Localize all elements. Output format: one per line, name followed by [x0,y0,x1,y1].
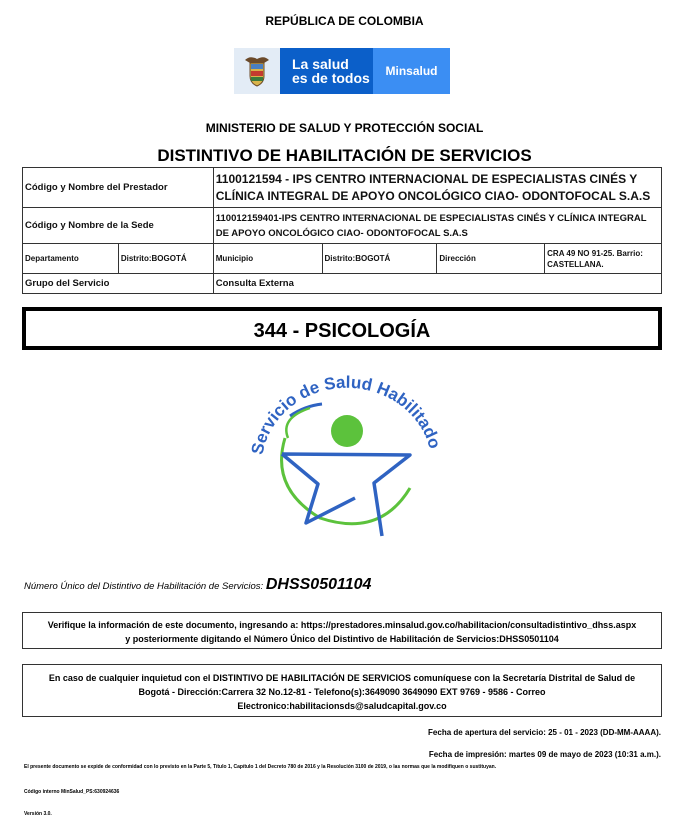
verify-box [22,612,662,649]
sede-label: Código y Nombre de la Sede [23,208,214,244]
table-row-prestador [23,168,662,208]
departamento-value: Distrito:BOGOTÁ [118,244,213,274]
logo-slogan [280,48,373,94]
municipio-value: Distrito:BOGOTÁ [322,244,437,274]
minsalud-logo [234,48,450,94]
logo-brand: Minsalud [373,48,450,94]
prestador-label: Código y Nombre del Prestador [23,168,214,208]
provider-info-table [22,167,662,294]
slogan-line-2: es de todos [292,70,370,86]
numero-unico [24,576,371,594]
service-name-box [22,307,662,350]
contact-box [22,664,662,717]
seal-text: Servicio de Salud Habilitado [247,372,445,457]
table-row-location [23,244,662,274]
direccion-value: CRA 49 NO 91-25. Barrio: CASTELLANA. [545,244,662,274]
habilitado-seal-icon [240,368,450,538]
contact-line-2: Bogotá - Dirección:Carrera 32 No.12-81 - Telefono(s):3649090 3649090 EXT 9769 - 9586 - Correo [138,687,546,697]
contact-line-1: En caso de cualquier inquietud con el DISTINTIVO DE HABILITACIÓN DE SERVICIOS comuníquese con la Secretaría Distrital de Salud de [48,673,636,683]
grupo-label: Grupo del Servicio [23,274,214,294]
departamento-label: Departamento [23,244,119,274]
direccion-label: Dirección [437,244,545,274]
numero-code: DHSS0501104 [265,576,372,593]
version: Versión 3.0. [24,811,52,817]
slogan-line-1: La salud [292,56,349,72]
codigo-interno: Código interno MinSalud_PS:630924636 [24,789,120,795]
fecha-impresion: Fecha de impresión: martes 09 de mayo de 2023 (10:31 a.m.). [428,750,661,759]
municipio-label: Municipio [213,244,322,274]
prestador-value: 1100121594 - IPS CENTRO INTERNACIONAL DE ESPECIALISTAS CINÉS Y CLÍNICA INTEGRAL DE APOYO ONCOLÓGICO CIAO- ODONTOFOCAL S.A.S [213,168,661,208]
grupo-value: Consulta Externa [213,274,661,294]
contact-line-3: Electronico:habilitacionsds@saludcapital.gov.co [237,701,447,711]
legal-notice: El presente documento se expide de conformidad con lo previsto en la Parte 5, Título 1, Capítulo 1 del Decreto 780 de 2016 y la Resolución 3100 de 2019, o las normas que la modifiquen o sustituyan. [24,764,497,770]
sede-value: 110012159401-IPS CENTRO INTERNACIONAL DE ESPECIALISTAS CINÉS Y CLÍNICA INTEGRAL DE APOYO ONCOLÓGICO CIAO- ODONTOFOCAL S.A.S [213,208,661,244]
coat-of-arms-icon [234,48,280,94]
service-name: 344 - PSICOLOGÍA [253,320,431,342]
table-row-grupo [23,274,662,294]
verify-line-2: y posteriormente digitando el Número Único del Distintivo de Habilitación de Servicios:DHSS0501104 [125,634,559,644]
table-row-sede [23,208,662,244]
country-heading: REPÚBLICA DE COLOMBIA [265,14,424,28]
fecha-apertura: Fecha de apertura del servicio: 25 - 01 - 2023 (DD-MM-AAAA). [428,728,661,737]
verify-line-1: Verifique la información de este documento, ingresando a: https://prestadores.minsalud.gov.co/habilitacion/consultadistintivo_dhss.aspx [47,620,637,630]
document-title: DISTINTIVO DE HABILITACIÓN DE SERVICIOS [157,146,532,165]
numero-label: Número Único del Distintivo de Habilitación de Servicios: [24,581,264,592]
ministry-heading: MINISTERIO DE SALUD Y PROTECCIÓN SOCIAL [205,121,484,135]
